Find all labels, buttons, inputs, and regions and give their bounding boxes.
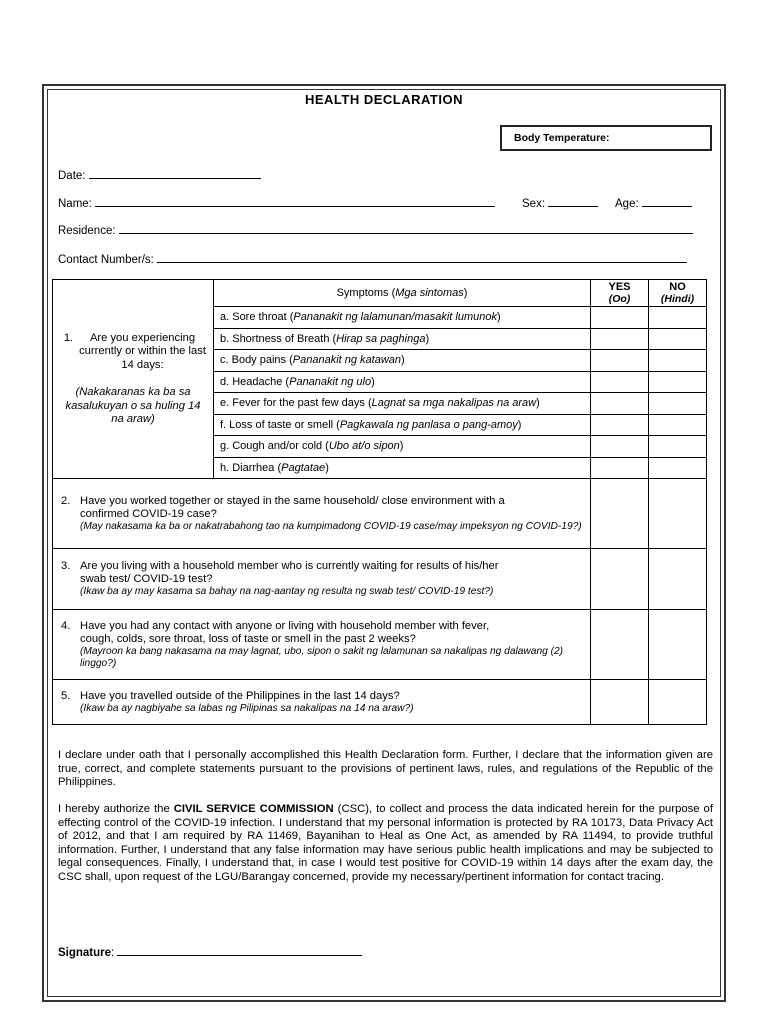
symptom-end: ): [517, 418, 522, 431]
question-row: [53, 479, 707, 549]
question-row: [53, 549, 707, 610]
contact-label: Contact Number/s:: [58, 254, 154, 266]
date-field[interactable]: [58, 167, 261, 182]
symptom-tl: Pananakit ng lalamunan/masakit lumunok: [293, 311, 497, 324]
question-text: Have you had any contact with anyone or living with household member with fever,: [80, 619, 490, 632]
yes-checkbox[interactable]: [591, 610, 649, 680]
yes-translation: (Oo): [608, 293, 631, 305]
symptom-end: ): [325, 461, 329, 474]
question-text: Have you travelled outside of the Philippines in the last 14 days?: [80, 689, 400, 702]
signature-colon: :: [111, 947, 115, 959]
date-label: Date:: [58, 170, 86, 182]
question-translation: (Ikaw ba ay may kasama sa bahay na nag-aantay ng resulta ng swab test/ COVID-19 test?): [80, 586, 494, 597]
age-line[interactable]: [642, 195, 692, 207]
no-checkbox[interactable]: [649, 436, 707, 458]
yes-checkbox[interactable]: [591, 328, 649, 350]
yes-checkbox[interactable]: [591, 350, 649, 372]
contact-field[interactable]: [58, 251, 687, 266]
sex-field[interactable]: [522, 195, 598, 210]
authorization-prefix: I hereby authorize the: [58, 803, 174, 815]
symptom-cell: [214, 307, 591, 329]
no-label: NO: [669, 281, 686, 293]
question-row: [53, 610, 707, 680]
symptom-tl: Ubo at/o sipon: [328, 440, 400, 453]
name-line[interactable]: [95, 195, 495, 207]
no-checkbox[interactable]: [649, 479, 707, 549]
symptoms-header: [214, 280, 591, 307]
symptom-end: ): [425, 332, 430, 345]
symptom-tl: Pagkawala ng panlasa o pang-amoy: [339, 418, 518, 431]
symptom-tl: Pananakit ng katawan: [292, 354, 402, 367]
no-checkbox[interactable]: [649, 307, 707, 329]
yes-checkbox[interactable]: [591, 680, 649, 725]
form-title: HEALTH DECLARATION: [304, 92, 463, 107]
age-field[interactable]: [615, 195, 692, 210]
signature-field[interactable]: [58, 944, 362, 959]
no-checkbox[interactable]: [649, 393, 707, 415]
authorization-paragraph: [58, 803, 713, 885]
question-number: 4.: [61, 619, 71, 632]
symptom-cell: [214, 436, 591, 458]
question-2-cell: [53, 479, 591, 549]
question-1-cell: [53, 280, 214, 479]
q1-text: Are you experiencing currently or within the last 14 days:: [79, 331, 206, 371]
symptom-tl: Pananakit ng ulo: [289, 375, 372, 388]
symptom-en: h. Diarrhea (: [220, 461, 282, 474]
yes-checkbox[interactable]: [591, 436, 649, 458]
authorization-org: CIVIL SERVICE COMMISSION: [173, 803, 334, 815]
symptom-en: a. Sore throat (: [220, 311, 294, 324]
residence-label: Residence:: [58, 225, 116, 237]
table-header-row: [53, 280, 707, 307]
symptom-en: g. Cough and/or cold (: [220, 440, 329, 453]
symptom-end: ): [371, 375, 375, 388]
body-temperature-label: Body Temperature:: [514, 132, 610, 144]
question-text: Have you worked together or stayed in the same household/ close environment with a: [80, 494, 505, 507]
no-checkbox[interactable]: [649, 414, 707, 436]
yes-checkbox[interactable]: [591, 307, 649, 329]
symptom-cell: [214, 371, 591, 393]
symptom-cell: [214, 414, 591, 436]
symptom-en: d. Headache (: [220, 375, 290, 388]
symptom-cell: [214, 393, 591, 415]
no-checkbox[interactable]: [649, 549, 707, 610]
question-translation: (Ikaw ba ay nagbiyahe sa labas ng Pilipinas sa nakalipas na 14 na araw?): [80, 702, 414, 714]
question-text-cont: cough, colds, sore throat, loss of taste or smell in the past 2 weeks?: [80, 632, 416, 645]
symptoms-header-end: ): [463, 287, 468, 299]
contact-line[interactable]: [157, 251, 687, 263]
symptoms-header-tl: Mga sintomas: [395, 287, 464, 299]
symptom-en: b. Shortness of Breath (: [220, 332, 337, 345]
sex-line[interactable]: [548, 195, 598, 207]
symptom-cell: [214, 350, 591, 372]
symptom-tl: Lagnat sa mga nakalipas na araw: [371, 397, 537, 410]
question-text-cont: confirmed COVID-19 case?: [80, 507, 217, 520]
no-checkbox[interactable]: [649, 328, 707, 350]
symptoms-table: [52, 279, 707, 725]
question-row: [53, 680, 707, 725]
symptom-en: e. Fever for the past few days (: [220, 397, 372, 410]
symptom-cell: [214, 328, 591, 350]
question-5-cell: [53, 680, 591, 725]
symptom-end: ): [401, 354, 405, 367]
yes-header: [591, 280, 649, 307]
name-field[interactable]: [58, 195, 495, 210]
yes-checkbox[interactable]: [591, 371, 649, 393]
question-number: 3.: [61, 560, 71, 572]
q1-translation: (Nakakaranas ka ba sa kasalukuyan o sa huling 14 na araw): [65, 386, 201, 425]
no-checkbox[interactable]: [649, 610, 707, 680]
no-translation: (Hindi): [660, 293, 695, 305]
symptom-en: f. Loss of taste or smell (: [220, 418, 340, 431]
no-checkbox[interactable]: [649, 350, 707, 372]
signature-line[interactable]: [117, 944, 362, 956]
signature-label: Signature: [58, 947, 112, 959]
symptom-tl: Hirap sa paghinga: [336, 332, 426, 345]
question-text: Are you living with a household member who is currently waiting for results of his/her: [80, 560, 499, 572]
symptom-end: ): [497, 311, 501, 324]
no-header: [649, 280, 707, 307]
symptom-tl: Pagtatae: [281, 461, 326, 474]
symptom-en: c. Body pains (: [220, 354, 293, 367]
sex-label: Sex:: [522, 198, 546, 210]
residence-field[interactable]: [58, 222, 693, 237]
symptom-end: ): [536, 397, 540, 410]
age-label: Age:: [615, 198, 639, 210]
no-checkbox[interactable]: [649, 680, 707, 725]
yes-label: YES: [608, 281, 631, 293]
question-text-cont: swab test/ COVID-19 test?: [80, 573, 213, 585]
symptom-end: ): [399, 440, 404, 453]
authorization-text: (CSC), to collect and process the data indicated herein for the purpose of effecting control of the COVID-19 infection. I understand that my personal information is protected by RA 10173, Data Privacy Act of 2012, and that I am required by RA 11469, Bayanihan to Heal as One Act, as amended by RA 11494, to provide truthful information. Further, I understand that any false information may have serious public health implications and may be subjected to legal consequences. Finally, I understand that, in case I would test positive for COVID-19 within 14 days after the exam day, the CSC shall, upon request of the LGU/Barangay concerned, provide my necessary/pertinent information for contact tracing.: [58, 803, 713, 883]
body-temperature-field[interactable]: [500, 125, 712, 151]
residence-line[interactable]: [119, 222, 693, 234]
q1-number: 1.: [63, 331, 74, 344]
name-label: Name:: [58, 198, 92, 210]
symptoms-header-en: Symptoms (: [336, 287, 396, 299]
declaration-paragraph: I declare under oath that I personally accomplished this Health Declaration form. Further, I declare that the information given are true, correct, and complete statements pursuant to the provisions of pertinent laws, rules, and regulations of the Republic of the Philippines.: [58, 749, 713, 789]
yes-checkbox[interactable]: [591, 457, 649, 479]
symptom-cell: [214, 457, 591, 479]
question-3-cell: [53, 549, 591, 610]
question-translation: (Mayroon ka bang nakasama na may lagnat, ubo, sipon o sakit ng lalamunan sa nakalipas ng dalawang (2) linggo?): [80, 645, 564, 669]
yes-checkbox[interactable]: [591, 549, 649, 610]
no-checkbox[interactable]: [649, 457, 707, 479]
question-number: 5.: [61, 689, 71, 702]
date-line[interactable]: [89, 167, 261, 179]
question-4-cell: [53, 610, 591, 680]
yes-checkbox[interactable]: [591, 414, 649, 436]
question-translation: (May nakasama ka ba or nakatrabahong tao na kumpimadong COVID-19 case/may impeksyon ng COVID-19?): [80, 520, 582, 532]
yes-checkbox[interactable]: [591, 393, 649, 415]
no-checkbox[interactable]: [649, 371, 707, 393]
yes-checkbox[interactable]: [591, 479, 649, 549]
question-number: 2.: [61, 494, 71, 507]
